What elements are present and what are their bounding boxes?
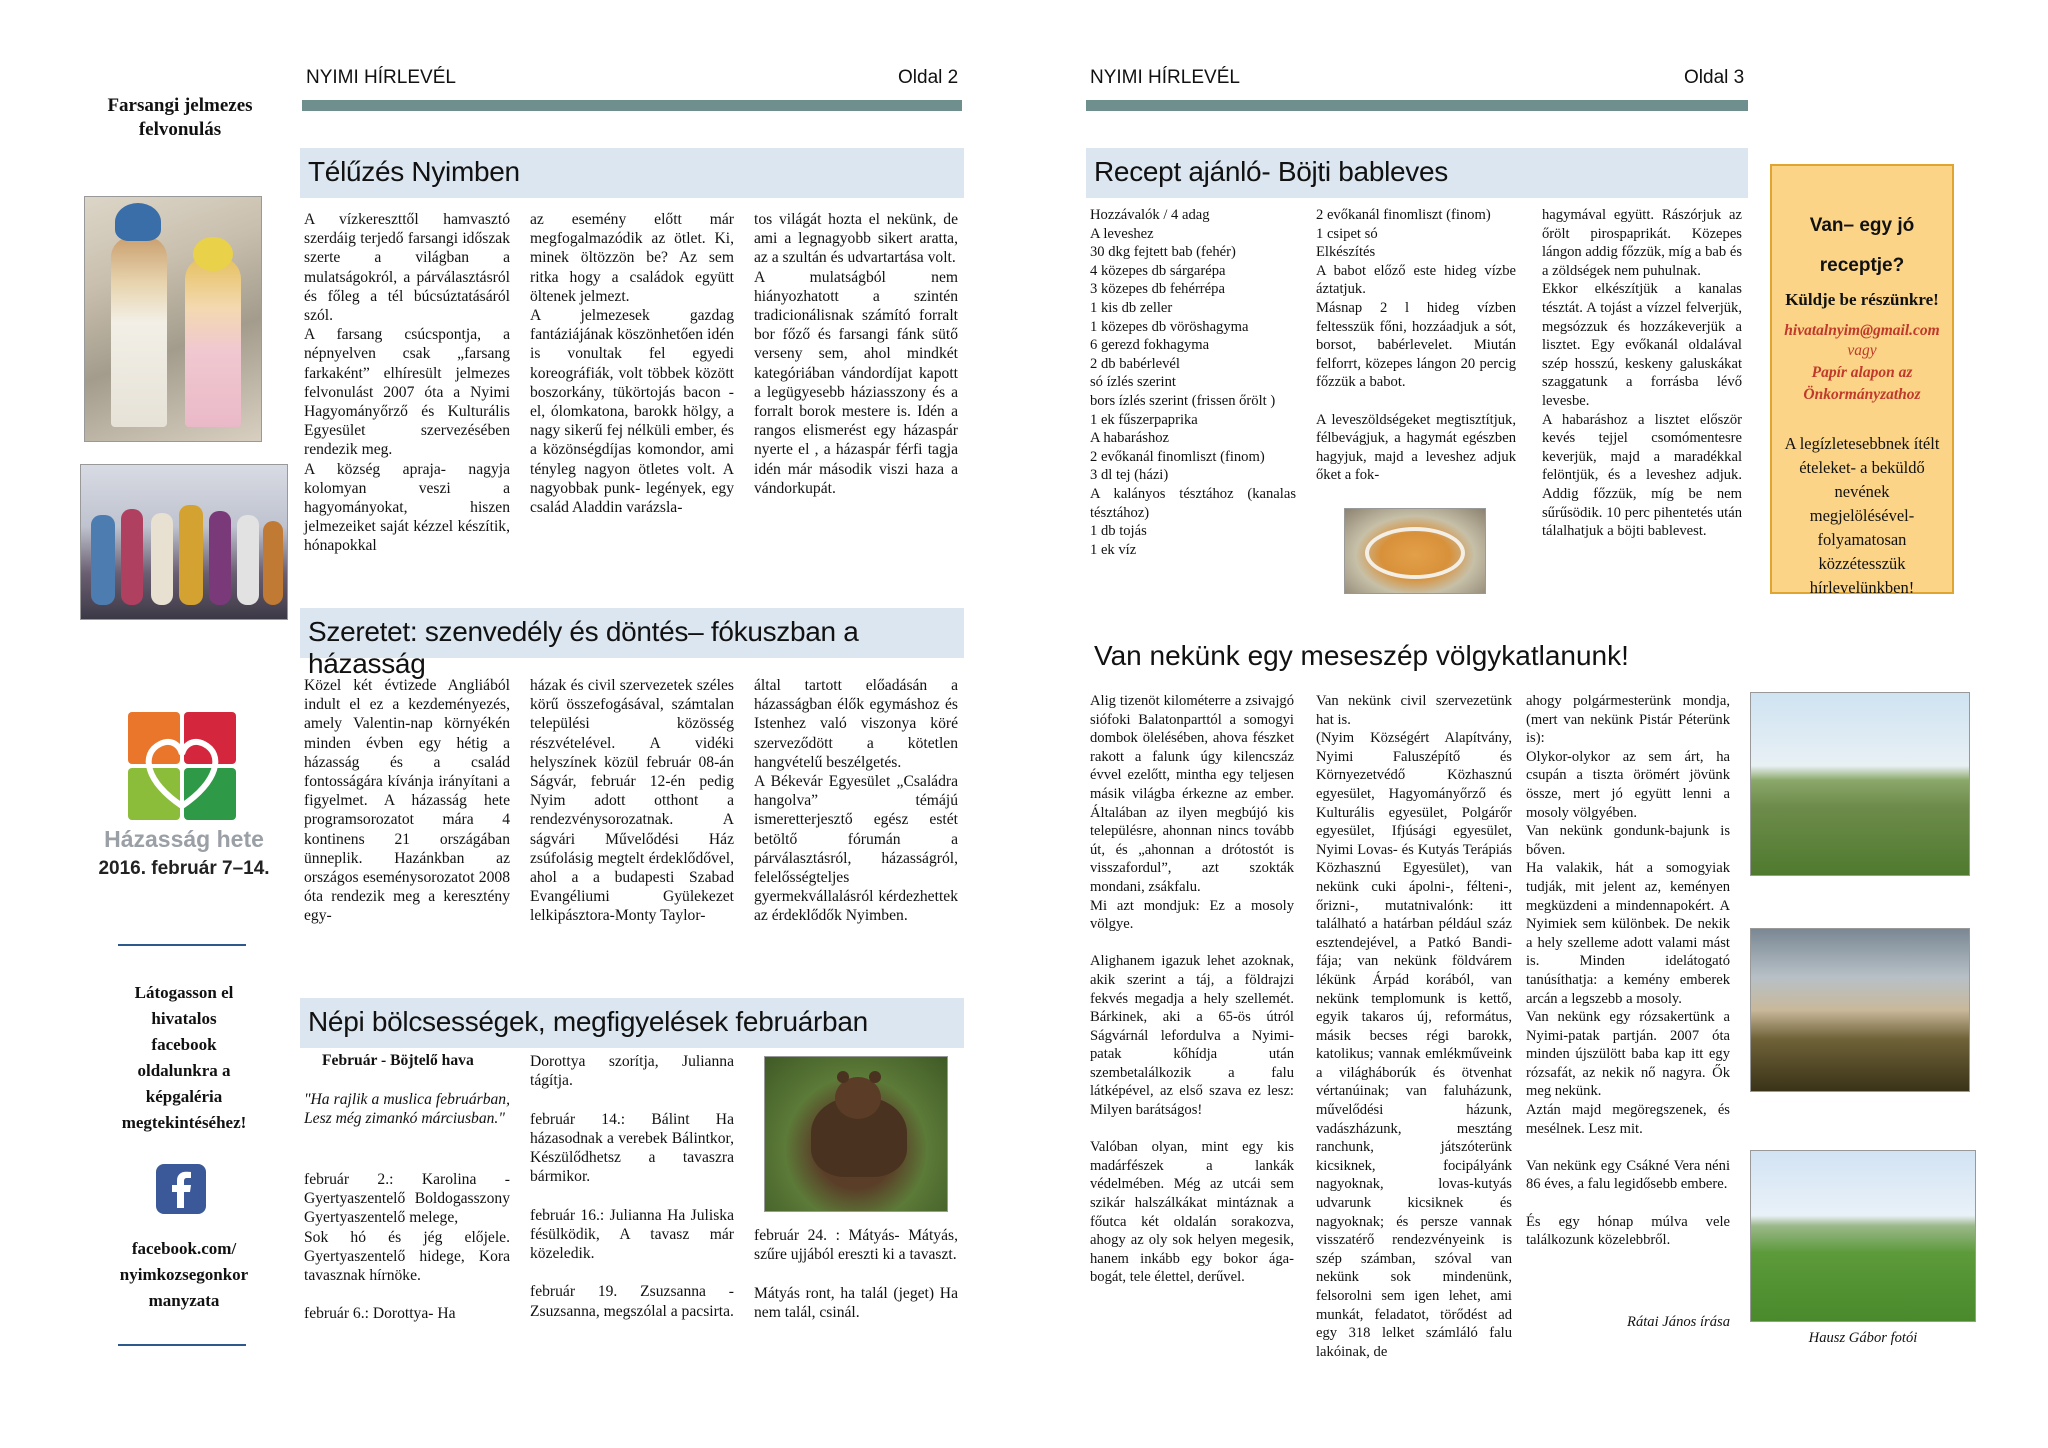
sidebar-divider-bottom [118,1344,246,1346]
folk-quote: "Ha rajlik a muslica februárban, Lesz még zimankó márciusban." [304,1091,510,1128]
carnival-photo-group [80,464,288,620]
valley-author: Rátai János írása [1627,1314,1730,1330]
callout-email[interactable]: hivatalnyim@gmail.com [1784,322,1940,339]
recipe-ingredients: Hozzávalók / 4 adag A leveshez 30 dkg fejtett bab (fehér) 4 közepes db sárgarépa 3 közepes db fehérrépa 1 kis db zeller 1 közepes db vöröshagyma 6 gerezd fokhagyma 2 db babérlevél só ízlés szerint bors ízlés szerint (frissen őrölt ) 1 ek fűszerpaprika A habaráshoz 2 evőkanál finomliszt (finom) 3 dl tej (házi) A kalányos tésztához (kanalas tésztához) 1 db tojás 1 ek víz [1090,207,1296,558]
article-marriage-col3: által tartott előadásán a házasságban élők egymáshoz és Istenhez való viszonya köré szerveződött a kötetlen hangvételű beszélgetés. A Békevár Egyesület „Családra hangolva” témájú ismeretterjesztő egész estét betöltő fórumán a párválasztásról, házasságról, felelősségteljes gyermekvállalásról kérdezhettek az érdeklődők Nyimben. [754,677,958,925]
article-winter-col2: az esemény előtt már megfogalmazódik az ötlet. Ki, minek öltözzön be? Az sem ritka hogy a családok együtt öltenek jelmezt. A jelmezesek gazdag fantáziájának köszönhetően idén is vonultak fel egyedi koreográfiák, volt többek között boszorkány, tükörtojás bacon -el, ólomkatona, barokk hölgy, a nagy sikerű fej nélküli ember, és a közönségdíjas komondor, ami tényleg nagyon ötletes volt. A nagyobbak punk- legények, egy család Aladdin varázsla- [530,211,734,517]
callout-paper: Papír alapon az Önkormányzathoz [1803,364,1921,403]
folk-month-heading: Február - Böjtelő hava [322,1052,474,1069]
folk-col3: február 24. : Mátyás- Mátyás, szűre ujjából ereszti ki a tavaszt. Mátyás ront, ha talál (jeget) Ha nem talál, csinál. [754,1227,958,1321]
valley-col3: ahogy polgármesterünk mondja, (mert van nekünk Pistár Péterünk is): Olykor-olykor az sem árt, ha csupán a tiszta örömért jövünk össze, mert jó együtt lenni a mosoly völgyében. Van nekünk gondunk-bajunk is bőven. Ha valakik, hát a somogyiak tudják, mit jelent az, keményen megküzdeni a mindennapokért. A Nyimiek sem különbek. De nekik a hely szelleme adott valami mást is. Minden idelátogató tanúsíthatja: a kemény emberek arcán a legszebb a mosoly. Van nekünk egy rózsakertünk a Nyimi-patak partján. 2007 óta minden újszülött baba kap itt egy rózsafát, az nekik nő nagyra. Ők meg nekünk. Aztán majd megöregszenek, és mesélnek. Lesz mit. Van nekünk egy Csákné Vera néni 86 éves, a falu legidősebb embere. És egy hónap múlva vele találkozunk közelebbről. [1526,693,1730,1249]
recipe-col2: 2 evőkanál finomliszt (finom) 1 csipet só Elkészítés A babot előző este hideg vízbe áztatjuk. Másnap 2 l hideg vízben feltesszük főni, hozzáadjuk a sót, borsot, babérlevelet. Miután felforrt, közepes lángon 20 percig főzzük a babot. A leveszöldségeket megtisztítjuk, félbevágjuk, a hagymát egészben hagyjuk, majd a leveshez adjuk őket a fok- [1316,207,1516,484]
article-winter-col3: tos világát hozta el nekünk, de ami a legnagyobb sikert aratta, az a szultán és udvartartása volt. A mulatságból nem hiányozhatott a szintén tradicionálisnak számító forralt bor főző és farsangi fánk sütő verseny sem, ahol mindkét kategóriában vándordíjat kapott a legügyesebb háziasszony és a forralt borok mestere is. Idén a rangos elismerést egy házaspár nyerte el , a házaspár férfi tagja idén már második viszi haza a vándorkupát. [754,211,958,497]
carnival-photo-costumes [84,196,262,442]
sidebar-title: Farsangi jelmezes felvonulás [107,95,253,140]
left-header-rule [302,100,962,111]
article-title-marriage: Szeretet: szenvedély és döntés– fókuszban a házasság [300,608,964,658]
sidebar-divider-top [118,944,246,946]
folk-col1: február 2.: Karolina - Gyertyaszentelő Boldogasszony Gyertyaszentelő melege, Sok hó és jég előjele. Gyertyaszentelő hidege, Kora tavasznak hírnöke. február 6.: Dorottya- Ha [304,1171,510,1323]
landscape-photo-fields [1750,692,1970,876]
left-header-title: NYIMI HÍRLEVÉL [306,67,456,88]
facebook-url[interactable]: facebook.com/ nyimkozsegonkor manyzata [119,1239,249,1310]
valley-col1: Alig tizenöt kilométerre a zsivajgó siófoki Balatonparttól a somogyi dombok ölelésében, ahova fészket rakott a falunk úgy kilencszáz évvel ezelőtt, mintha egy teljesen másik világba érkezne az ember. Általában az ilyen megbújó kis településre, ahonnan nincs tovább út, és „ahonnan a drótostót is visszafordul”, azt szokták mondani, zsákfalu. Mi azt mondjuk: Ez a mosoly völgye. Alighanem igazuk lehet azoknak, akik szerint a táj, a földrajzi fekvés megadja a hely szellemét. Bárkinek, aki a 65-ös útról Ságvárnál lefordulva a Nyimi-patak kőhídja után szembetalálkozik a falu látképével, az első szava ez lesz: Milyen barátságos! Valóban olyan, mint egy kis madárfészek a lankák védelmében. Még az utcái sem szikár halszálkákat mintáznak a főutca két oldalán sorakozva, ahogy az oly sok helyen megesik, hanem inkább egy bokor ága-bogát, tele élettel, derűvel. [1090,693,1294,1286]
marriage-week-caption: Házasság hete [104,826,264,852]
facebook-icon[interactable] [156,1164,206,1214]
callout-promise: A legízletesebbnek ítélt ételeket- a beküldő nevének megjelölésével- folyamatosan közzétesszük hírlevelünkben! [1784,434,1940,597]
article-title-folk-wisdom: Népi bölcsességek, megfigyelések februárban [300,998,964,1048]
right-page-number: Oldal 3 [1684,67,1745,88]
article-marriage-col1: Közel két évtizede Angliából indult el ez a kezdeményezés, amely Valentin-nap környékén minden évben egy hétig a házasság és a család fontosságára kívánja irányítani a figyelmet. A házasság hete programsorozatot mára 4 kontinens 21 országában ünneplik. Hazánkban az országos eseménysorozatot 2008 óta rendezik meg a keresztény egy- [304,677,510,925]
recipe-title: Recept ajánló- Böjti bableves [1086,148,1748,198]
article-marriage-col2: házak és civil szervezetek széles körű összefogásával, számtalan települési közösség részvételével. A vidéki helyszínek közül február 08-án Ságvár, február 12-én pedig Nyim adott otthont a rendezvénysorozatnak. A ságvári Művelődési Ház zsúfolásig megtelt érdeklődővel, ahol a a budapesti Szabad Evangéliumi Gyülekezet lelkipásztora-Monty Taylor- [530,677,734,925]
valley-col2: Van nekünk civil szervezetünk hat is. (Nyim Községért Alapítvány, Nyimi Faluszépítő és Környezetvédő Közhasznú egyesület, Hagyományőrző és Kulturális egyesület, Polgárőr egyesület, Ifjúsági egyesület, Nyimi Lovas- és Kutyás Terápiás Közhasznú Egyesület), van nekünk cuki ápolni-, félteni-, őrizni-, mutatnivalónk: itt található a határban például száz esztendejével, a Patkó Bandi-fája; van nekünk földvárem lékünk Árpád korából, van nekünk templomunk is kettő, egyik takaros új, református, másik becses régi barokk, katolikus; vannak emlékműveink a világháborúk és ötvenhat vértanúinak; van faluházunk, művelődési házunk, vadászházunk, mesztáng ranchunk, játszóterünk kicsiknek, focipályánk nagyoknak, lovas-kutyás udvarunk kicsiknek és nagyoknak; és persze vannak visszatérő rendezvényeink is szép számban, szóval van nekünk sok mindenünk, felsorolni sem igen lehet, ami munkát, feladatot, törődést ad egy 318 lelket számláló falu lakóinak, de [1316,693,1512,1360]
facebook-invite-text: Látogasson el hivatalos facebook oldalunkra a képgaléria megtekintéséhez! [121,983,247,1132]
marriage-week-date: 2016. február 7–14. [98,858,270,879]
photo-credit: Hausz Gábor fotói [1808,1330,1918,1346]
callout-question: Van– egy jó receptje? [1809,215,1915,276]
folk-col2: Dorottya szorítja, Julianna tágítja. február 14.: Bálint Ha házasodnak a verebek Bálintkor, Készülődhetsz a tavaszra bármikor. február 16.: Julianna Ha Juliska fésülködik, A tavasz már közeledik. február 19. Zsuzsanna - Zsuzsanna, megszólal a pacsirta. [530,1053,734,1320]
marriage-week-logo [126,710,238,822]
recipe-callout-box [1770,164,1954,597]
right-header-title: NYIMI HÍRLEVÉL [1090,67,1240,88]
recipe-col3: hagymával együtt. Rászórjuk az őrölt pirospaprikát. Közepes lángon addig főzzük, míg a bab és a zöldségek nem puhulnak. Ekkor elkészítjük a kanalas tésztát. A tojást a vízzel felverjük, megsózzuk és hozzákeverjük a lisztet. Egy evőkanál oldalával szép hosszú, keskeny galuskákat szaggatunk a forrásba lévő levesbe. A habaráshoz a lisztet először kevés tejjel csomómentesre keverjük, majd a maradékkal felöntjük, és a leveshez adjuk. Addig főzzük, míg be nem sűrűsödik. 10 perc pihentetés után tálalhatjuk a böjti bablevest. [1542,207,1742,540]
article-title-winter: Télűzés Nyimben [300,148,964,198]
callout-or: vagy [1847,342,1877,359]
valley-title: Van nekünk egy meseszép völgykatlanunk! [1094,640,1629,671]
bean-soup-photo [1344,508,1486,594]
left-page-number: Oldal 2 [898,67,959,88]
article-winter-col1: A vízkereszttől hamvasztó szerdáig terjedő farsangi időszak szerte a világban a mulatságokról, a párválasztásról és főleg a tél búcsúztatásáról szól. A farsang csúcspontja, a népnyelven csak „farsang farkaként” elhíresült jelmezes felvonulást 2007 óta a Nyimi Hagyományőrző és Kulturális Egyesület szervezésében rendezik meg. A község apraja- nagyja kolomyan veszi a hagyományokat, hiszen jelmezeiket saját kézzel készítik, hónapokkal [304,211,510,555]
callout-send: Küldje be részünkre! [1785,290,1939,309]
bear-photo [764,1056,948,1212]
landscape-photo-meadow [1750,1150,1976,1322]
right-header-rule [1086,100,1748,111]
landscape-photo-rainbow [1750,928,1970,1092]
